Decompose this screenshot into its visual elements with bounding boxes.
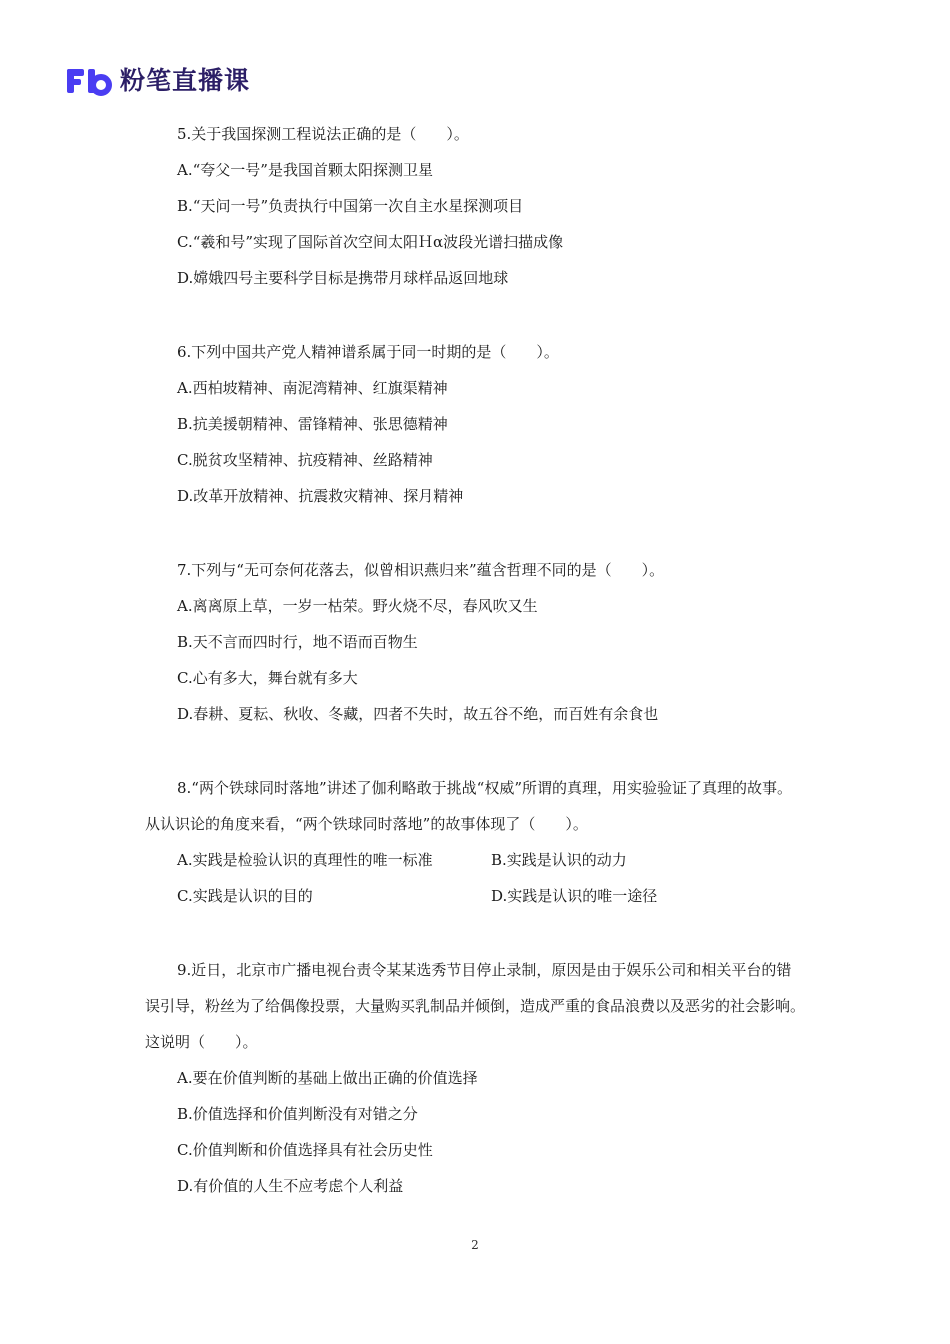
option-a: A.“夸父一号”是我国首颗太阳探测卫星 bbox=[177, 161, 433, 179]
question-5 bbox=[145, 116, 805, 296]
option-b: B.抗美援朝精神、雷锋精神、张思德精神 bbox=[177, 415, 448, 433]
option-d: D.春耕、夏耘、秋收、冬藏，四者不失时，故五谷不绝，而百姓有余食也 bbox=[177, 705, 659, 723]
option-a: A.实践是检验认识的真理性的唯一标准 bbox=[177, 851, 433, 869]
option-a: A.要在价值判断的基础上做出正确的价值选择 bbox=[177, 1069, 478, 1087]
option-b: B.实践是认识的动力 bbox=[491, 851, 627, 869]
header-logo bbox=[66, 64, 250, 98]
option-c: C.实践是认识的目的 bbox=[177, 887, 313, 905]
page-number: 2 bbox=[471, 1238, 479, 1252]
question-8 bbox=[145, 770, 805, 914]
question-7 bbox=[145, 552, 805, 732]
option-c: C.价值判断和价值选择具有社会历史性 bbox=[177, 1141, 433, 1159]
question-stem: 9.近日，北京市广播电视台责令某某选秀节目停止录制，原因是由于娱乐公司和相关平台的错误引导，粉丝为了给偶像投票，大量购买乳制品并倾倒，造成严重的食品浪费以及恶劣的社会影响。这说明（ ）。 bbox=[145, 961, 806, 1051]
question-stem: 7.下列与“无可奈何花落去，似曾相识燕归来”蕴含哲理不同的是（ ）。 bbox=[177, 561, 665, 579]
fb-logo-icon bbox=[66, 66, 112, 96]
option-c: C.心有多大，舞台就有多大 bbox=[177, 669, 358, 687]
option-d: D.实践是认识的唯一途径 bbox=[491, 887, 658, 905]
option-c: C.脱贫攻坚精神、抗疫精神、丝路精神 bbox=[177, 451, 433, 469]
option-c: C.“羲和号”实现了国际首次空间太阳Ｈα波段光谱扫描成像 bbox=[177, 233, 564, 251]
option-d: D.嫦娥四号主要科学目标是携带月球样品返回地球 bbox=[177, 269, 509, 287]
question-stem: 6.下列中国共产党人精神谱系属于同一时期的是（ ）。 bbox=[177, 343, 559, 361]
option-d: D.有价值的人生不应考虑个人利益 bbox=[177, 1177, 404, 1195]
question-6 bbox=[145, 334, 805, 514]
option-b: B.价值选择和价值判断没有对错之分 bbox=[177, 1105, 418, 1123]
question-stem: 5.关于我国探测工程说法正确的是（ ）。 bbox=[177, 125, 469, 143]
option-a: A.西柏坡精神、南泥湾精神、红旗渠精神 bbox=[177, 379, 448, 397]
logo-text: 粉笔直播课 bbox=[120, 66, 251, 95]
option-d: D.改革开放精神、抗震救灾精神、探月精神 bbox=[177, 487, 464, 505]
option-b: B.“天问一号”负责执行中国第一次自主水星探测项目 bbox=[177, 197, 524, 215]
option-row bbox=[145, 842, 805, 878]
question-9 bbox=[145, 952, 805, 1204]
option-row bbox=[145, 878, 805, 914]
option-a: A.离离原上草，一岁一枯荣。野火烧不尽，春风吹又生 bbox=[177, 597, 538, 615]
question-stem: 8.“两个铁球同时落地”讲述了伽利略敢于挑战“权威”所谓的真理，用实验验证了真理的故事。从认识论的角度来看，“两个铁球同时落地”的故事体现了（ ）。 bbox=[145, 779, 792, 833]
option-b: B.天不言而四时行，地不语而百物生 bbox=[177, 633, 418, 651]
question-list bbox=[145, 116, 805, 1242]
